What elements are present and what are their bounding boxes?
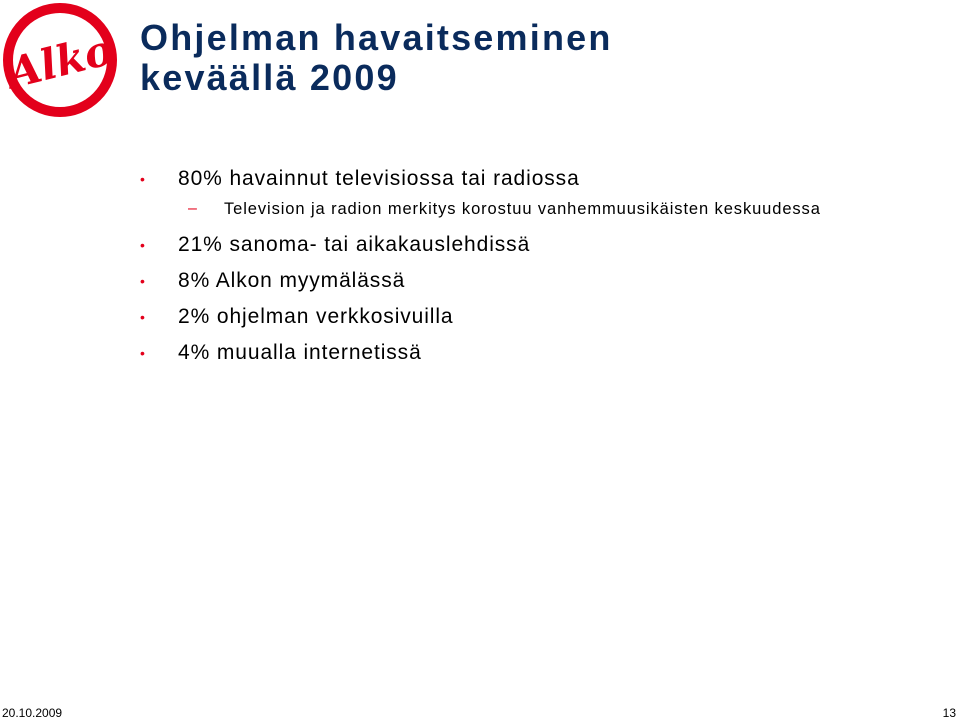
bullet-item-4 bbox=[140, 304, 920, 330]
bullet-item-1 bbox=[140, 166, 920, 192]
bullet-dot-icon: • bbox=[140, 273, 146, 289]
bullet-dot-icon: • bbox=[140, 171, 146, 187]
bullet-text: 21% sanoma- tai aikakauslehdissä bbox=[178, 233, 531, 256]
bullet-item-2 bbox=[140, 232, 920, 258]
alko-logo bbox=[2, 2, 118, 118]
bullet-text: 4% muualla internetissä bbox=[178, 341, 422, 364]
bullet-text: 80% havainnut televisiossa tai radiossa bbox=[178, 167, 580, 190]
bullet-dot-icon: • bbox=[140, 345, 146, 361]
page-number: 13 bbox=[942, 706, 956, 720]
alko-logo-icon bbox=[2, 2, 118, 118]
alko-logo-text: Alko bbox=[3, 24, 118, 99]
title-line-2: keväällä 2009 bbox=[140, 57, 399, 98]
bullet-item-3 bbox=[140, 268, 920, 294]
bullet-dot-icon: • bbox=[140, 237, 146, 253]
bullet-text: 8% Alkon myymälässä bbox=[178, 269, 406, 292]
sub-bullet-dash-icon: – bbox=[188, 200, 198, 217]
bullet-item-5 bbox=[140, 340, 920, 366]
sub-bullet-item-1 bbox=[140, 198, 844, 220]
bullet-dot-icon: • bbox=[140, 309, 146, 325]
sub-bullet-text: Television ja radion merkitys korostuu vanhemmuusikäisten keskuudessa bbox=[224, 200, 821, 218]
page-title bbox=[140, 18, 613, 98]
title-line-1: Ohjelman havaitseminen bbox=[140, 17, 613, 58]
footer-date: 20.10.2009 bbox=[2, 706, 63, 720]
bullet-list bbox=[140, 166, 920, 376]
bullet-text: 2% ohjelman verkkosivuilla bbox=[178, 305, 454, 328]
